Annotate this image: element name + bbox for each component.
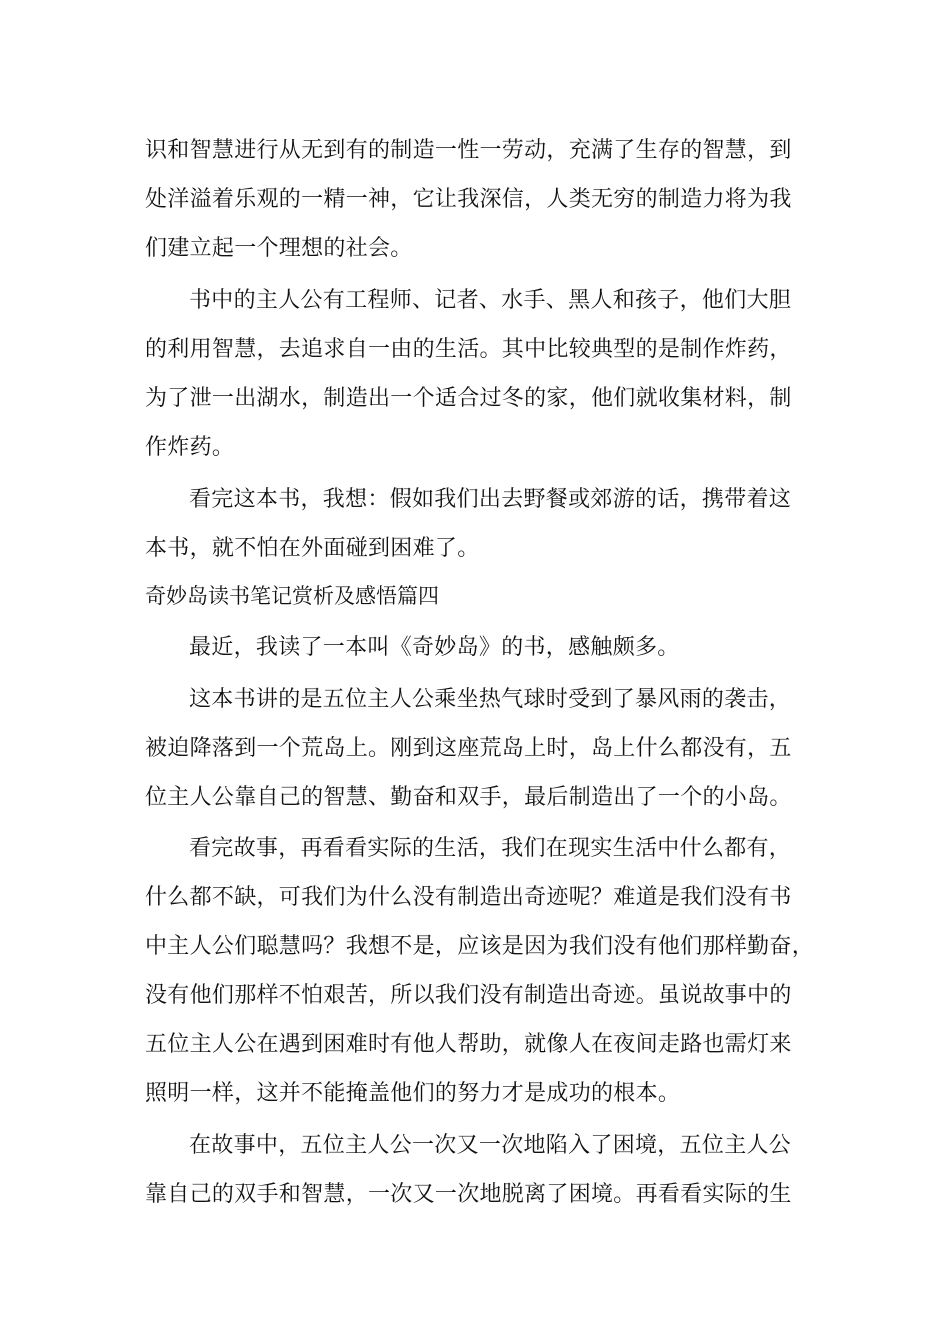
section-paragraph-1-line-1: 最近，我读了一本叫《奇妙岛》的书，感触颇多。: [189, 635, 680, 660]
section-paragraph-3-line-4: 没有他们那样不怕艰苦，所以我们没有制造出奇迹。虽说故事中的: [145, 983, 792, 1008]
paragraph-1-line-2: 处洋溢着乐观的一精一神，它让我深信，人类无穷的制造力将为我: [145, 187, 792, 212]
paragraph-2-line-2: 的利用智慧，去追求自一由的生活。其中比较典型的是制作炸药，: [145, 337, 792, 362]
section-paragraph-4-line-1: 在故事中，五位主人公一次又一次地陷入了困境，五位主人公: [189, 1133, 792, 1158]
section-paragraph-2-line-3: 位主人公靠自己的智慧、勤奋和双手，最后制造出了一个的小岛。: [145, 785, 792, 810]
section-paragraph-2-line-2: 被迫降落到一个荒岛上。刚到这座荒岛上时，岛上什么都没有，五: [145, 736, 792, 761]
section-heading: 奇妙岛读书笔记赏析及感悟篇四: [145, 584, 439, 608]
section-paragraph-3-line-1: 看完故事，再看看实际的生活，我们在现实生活中什么都有，: [189, 836, 792, 861]
section-paragraph-3-line-5: 五位主人公在遇到困难时有他人帮助，就像人在夜间走路也需灯来: [145, 1032, 792, 1057]
section-paragraph-2-line-1: 这本书讲的是五位主人公乘坐热气球时受到了暴风雨的袭击，: [189, 687, 792, 712]
paragraph-2-line-4: 作炸药。: [145, 435, 235, 460]
paragraph-2-line-1: 书中的主人公有工程师、记者、水手、黑人和孩子，他们大胆: [189, 288, 792, 313]
paragraph-1-line-3: 们建立起一个理想的社会。: [145, 236, 413, 261]
paragraph-3-line-1: 看完这本书，我想：假如我们出去野餐或郊游的话，携带着这: [189, 487, 792, 512]
section-paragraph-3-line-3: 中主人公们聪慧吗？我想不是，应该是因为我们没有他们那样勤奋，: [145, 934, 815, 959]
paragraph-3-line-2: 本书，就不怕在外面碰到困难了。: [145, 536, 480, 561]
section-paragraph-3-line-6: 照明一样，这并不能掩盖他们的努力才是成功的根本。: [145, 1081, 681, 1106]
paragraph-2-line-3: 为了泄一出湖水，制造出一个适合过冬的家，他们就收集材料，制: [145, 386, 792, 411]
paragraph-1-line-1: 识和智慧进行从无到有的制造一性一劳动，充满了生存的智慧，到: [145, 138, 792, 163]
section-paragraph-4-line-2: 靠自己的双手和智慧，一次又一次地脱离了困境。再看看实际的生: [145, 1182, 792, 1207]
section-paragraph-3-line-2: 什么都不缺，可我们为什么没有制造出奇迹呢？难道是我们没有书: [145, 885, 792, 910]
